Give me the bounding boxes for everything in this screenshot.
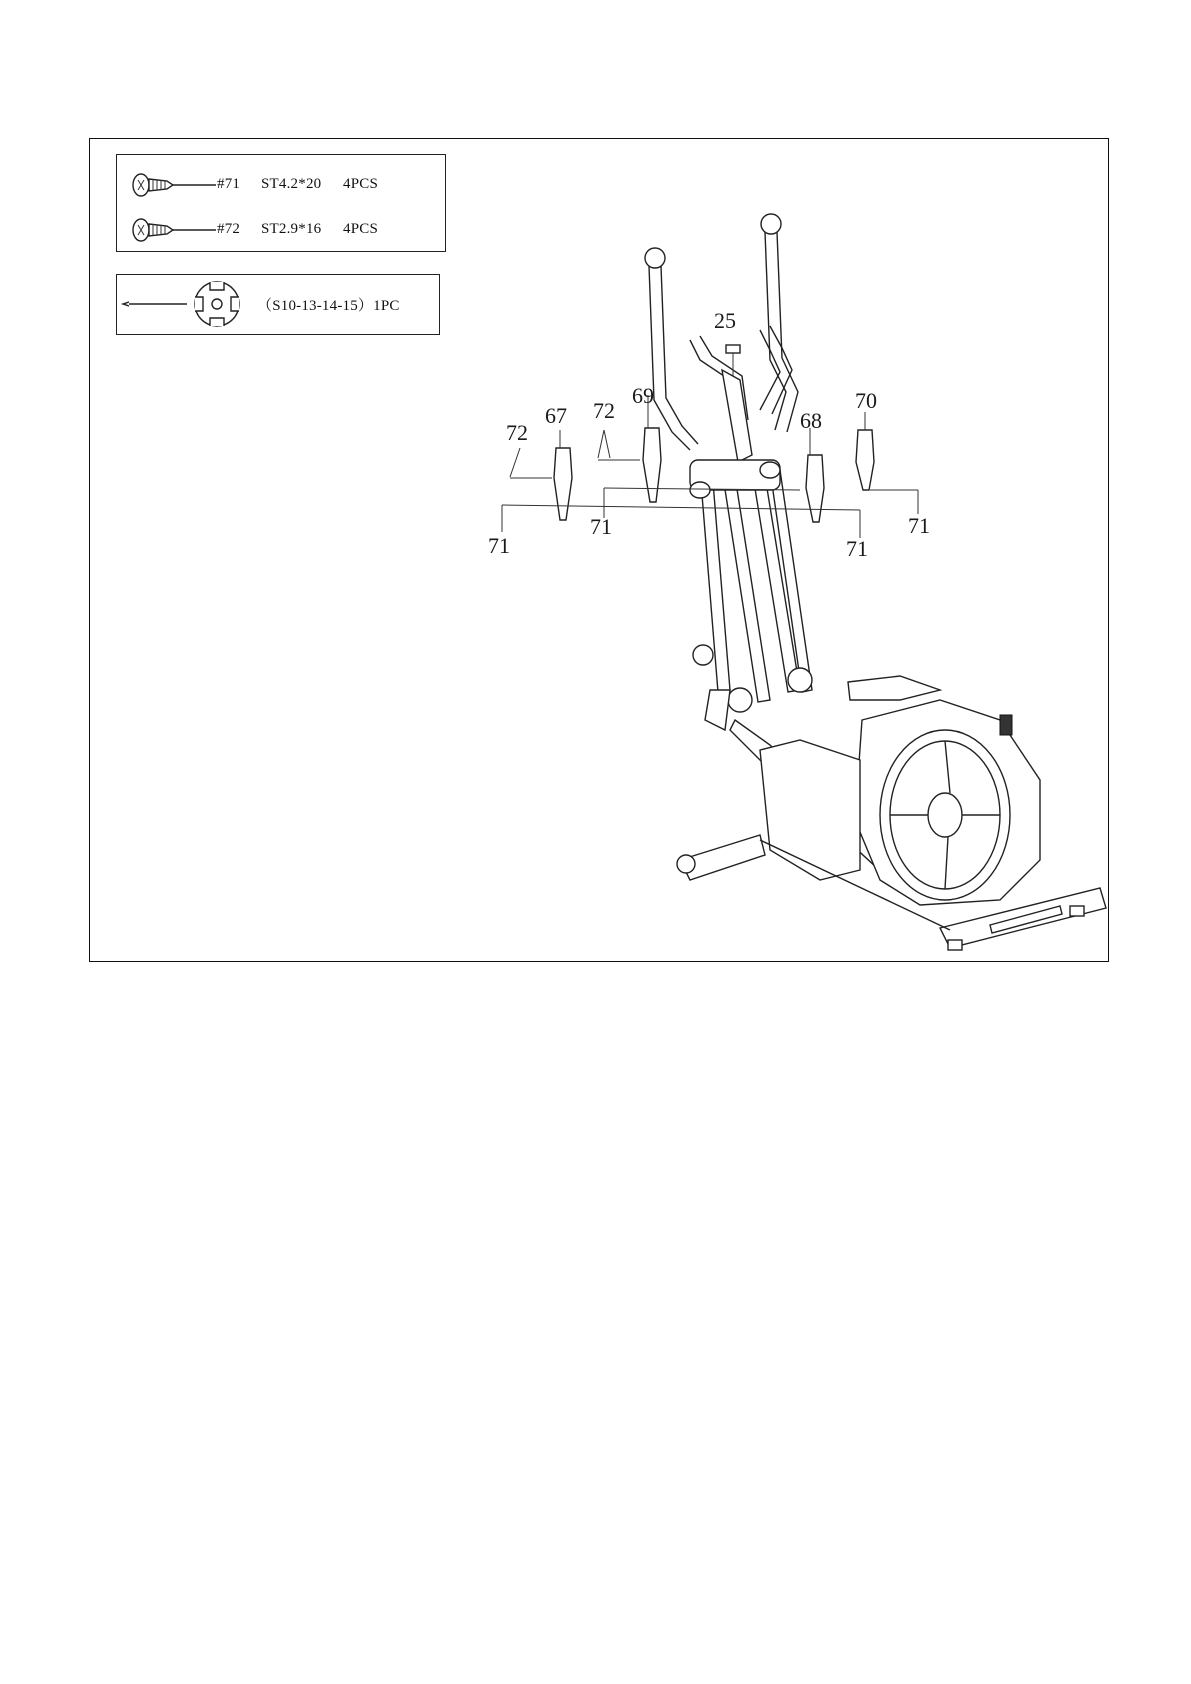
part-25-connector	[726, 345, 740, 353]
callout-68: 68	[800, 408, 822, 433]
callout-67: 67	[545, 403, 567, 428]
cover-68	[806, 455, 824, 522]
tool-label: （S10-13-14-15）1PC	[257, 298, 400, 314]
hardware-72-spec: ST2.9*16	[261, 221, 322, 237]
cover-69	[643, 428, 661, 502]
hardware-72-part: #72	[217, 221, 241, 237]
callout-72-left: 72	[506, 420, 528, 445]
adjust-knob	[693, 645, 713, 665]
callout-72-mid: 72	[593, 398, 615, 423]
cover-67	[554, 448, 572, 520]
callout-70: 70	[855, 388, 877, 413]
callout-69: 69	[632, 383, 654, 408]
cover-70	[856, 430, 874, 490]
callout-71-d: 71	[908, 513, 930, 538]
callout-71-c: 71	[846, 536, 868, 561]
hardware-71-part: #71	[217, 176, 241, 192]
callout-71-a: 71	[488, 533, 510, 558]
hardware-72-qty: 4PCS	[343, 221, 378, 237]
hardware-71-spec: ST4.2*20	[261, 176, 322, 192]
right-handlebar	[761, 214, 798, 432]
main-mast	[700, 370, 812, 702]
callout-25: 25	[714, 308, 736, 333]
hardware-71-qty: 4PCS	[343, 176, 378, 192]
callout-71-b: 71	[590, 514, 612, 539]
left-handlebar	[645, 248, 698, 450]
